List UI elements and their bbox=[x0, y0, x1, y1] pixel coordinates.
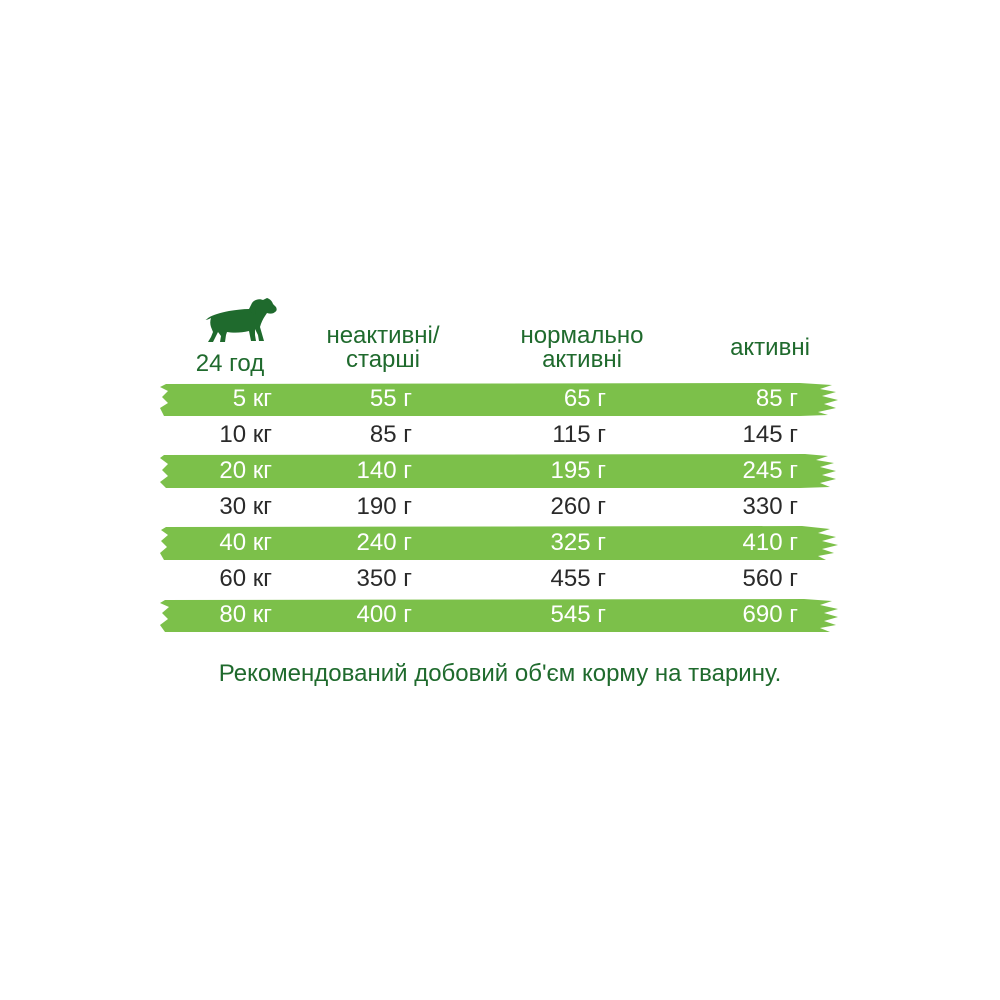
cell-normal: 455 г bbox=[550, 565, 606, 592]
cell-normal: 545 г bbox=[550, 601, 606, 628]
cell-inactive: 55 г bbox=[369, 385, 412, 412]
cell-inactive: 190 г bbox=[356, 493, 412, 520]
table-row bbox=[160, 453, 840, 489]
cell-weight: 60 кг bbox=[219, 565, 272, 592]
dog-icon bbox=[203, 296, 277, 348]
cell-active: 560 г bbox=[742, 565, 798, 592]
cell-weight: 5 кг bbox=[232, 385, 272, 412]
cell-normal: 115 г bbox=[552, 421, 606, 448]
cell-active: 145 г bbox=[742, 421, 798, 448]
cell-inactive: 400 г bbox=[356, 601, 412, 628]
table-row bbox=[160, 489, 840, 525]
header-inactive: неактивні/ старші bbox=[326, 322, 440, 373]
cell-weight: 20 кг bbox=[219, 457, 272, 484]
header-active: активні bbox=[730, 334, 810, 361]
cell-active: 245 г bbox=[742, 457, 798, 484]
cell-weight: 30 кг bbox=[219, 493, 272, 520]
cell-normal: 65 г bbox=[563, 385, 606, 412]
table-row bbox=[160, 561, 840, 597]
cell-active: 330 г bbox=[742, 493, 798, 520]
cell-inactive: 240 г bbox=[356, 529, 412, 556]
feeding-table bbox=[160, 381, 840, 633]
cell-normal: 260 г bbox=[550, 493, 606, 520]
table-row bbox=[160, 525, 840, 561]
cell-weight: 40 кг bbox=[219, 529, 272, 556]
table-row bbox=[160, 597, 840, 633]
cell-inactive: 85 г bbox=[369, 421, 412, 448]
table-row bbox=[160, 417, 840, 453]
cell-active: 85 г bbox=[755, 385, 798, 412]
cell-normal: 195 г bbox=[550, 457, 606, 484]
table-row bbox=[160, 381, 840, 417]
cell-inactive: 350 г bbox=[356, 565, 412, 592]
time-label: 24 год bbox=[195, 350, 265, 377]
footnote: Рекомендований добовий об'єм корму на тварину. bbox=[218, 660, 782, 687]
cell-inactive: 140 г bbox=[356, 457, 412, 484]
cell-weight: 10 кг bbox=[219, 421, 272, 448]
cell-active: 690 г bbox=[742, 601, 798, 628]
cell-weight: 80 кг bbox=[219, 601, 272, 628]
cell-normal: 325 г bbox=[550, 529, 606, 556]
cell-active: 410 г bbox=[742, 529, 798, 556]
header-normal: нормально активні bbox=[520, 322, 644, 373]
